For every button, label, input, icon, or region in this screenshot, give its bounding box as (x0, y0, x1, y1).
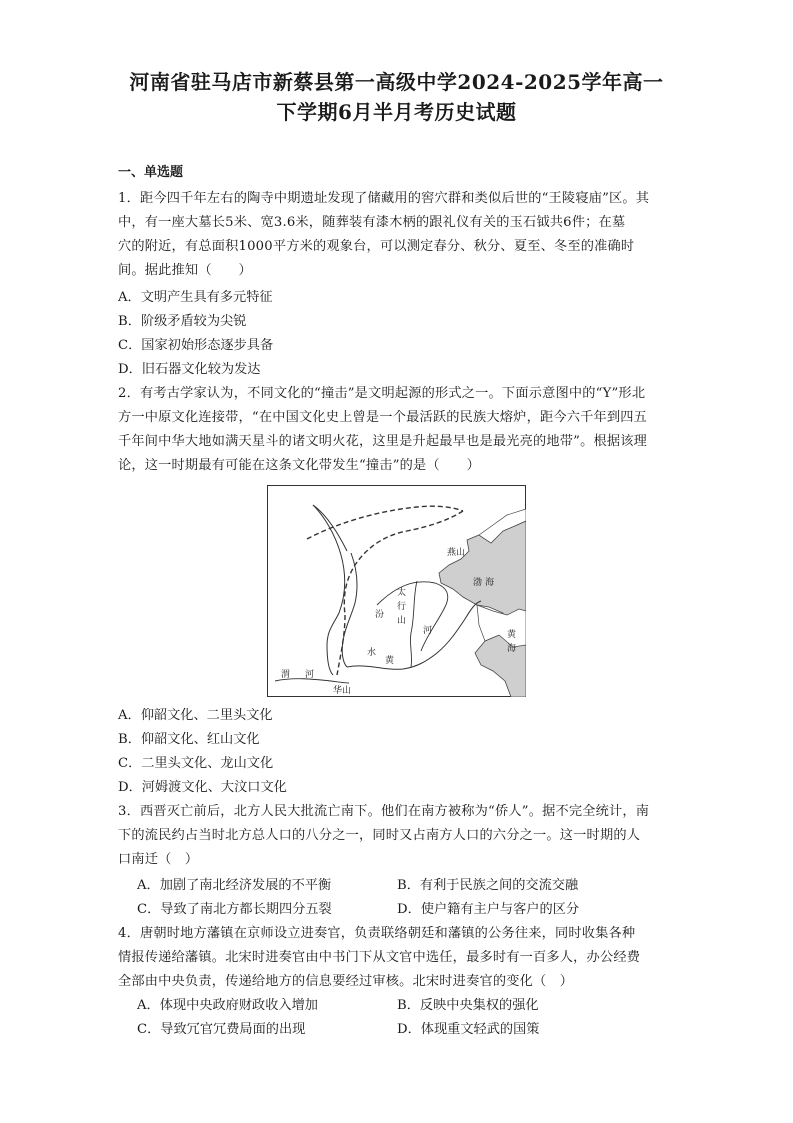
stem-line: 穴的附近，有总面积1000平方米的观象台，可以测定春分、秋分、夏至、冬至的准确时 (118, 239, 635, 254)
question-3-stem (118, 800, 674, 872)
label-river-2: 黄 (385, 656, 395, 666)
stem-line: 2．有考古学家认为，不同文化的“撞击”是文明起源的形式之一。下面示意图中的“Y”形北 (118, 386, 646, 401)
q4-option-b: B．反映中央集权的强化 (397, 998, 539, 1013)
stem-line: 论，这一时期最有可能在这条文化带发生“撞击”的是（ ） (118, 458, 480, 473)
label-wei: 渭 (281, 670, 291, 680)
label-huashan: 华山 (333, 686, 352, 696)
q1-option-d: D．旧石器文化较为发达 (118, 362, 261, 377)
label-huanghai-2: 海 (507, 644, 517, 654)
q2-option-b: B．仰韶文化、红山文化 (118, 732, 260, 747)
q4-option-c: C．导致冗官冗费局面的出现 (137, 1022, 306, 1037)
q3-option-d: D．使户籍有主户与客户的区分 (397, 902, 580, 917)
stem-line: 3．西晋灭亡前后，北方人民大批流亡南下。他们在南方被称为“侨人”。据不完全统计，南 (118, 804, 650, 819)
stem-line: 4．唐朝时地方藩镇在京师设立进奏官，负责联络朝廷和藩镇的公务往来，同时收集各种 (118, 926, 636, 941)
label-bohai-1: 渤 (473, 578, 483, 588)
stem-line: 方一中原文化连接带，“在中国文化史上曾是一个最活跃的民族大熔炉，距今六千年到四五 (118, 410, 648, 425)
q1-option-b: B．阶级矛盾较为尖锐 (118, 314, 247, 329)
q3-option-b: B．有利于民族之间的交流交融 (397, 878, 579, 893)
culture-belt-map (267, 485, 526, 697)
label-yanshan: 燕山 (447, 548, 466, 558)
q2-option-a: A．仰韶文化、二里头文化 (118, 708, 273, 723)
q1-option-a: A．文明产生具有多元特征 (118, 290, 273, 305)
question-1-stem (118, 187, 674, 283)
label-he-2: 河 (305, 670, 315, 680)
label-river-1: 水 (367, 648, 377, 658)
label-bohai-2: 海 (485, 578, 495, 588)
label-taihang-1: 太 (397, 588, 407, 598)
stem-line: 1．距今四千年左右的陶寺中期遗址发现了储藏用的窖穴群和类似后世的“王陵寝庙”区。其 (118, 191, 650, 206)
q2-option-d: D．河姆渡文化、大汶口文化 (118, 780, 287, 795)
section-heading: 一、单选题 (118, 165, 184, 180)
label-huanghai-1: 黄 (507, 630, 517, 640)
q3-option-c: C．导致了南北方都长期四分五裂 (137, 902, 332, 917)
label-he-1: 河 (423, 626, 433, 636)
label-taihang-2: 行 (397, 602, 407, 612)
q1-option-c: C．国家初始形态逐步具备 (118, 338, 274, 353)
label-fen: 汾 (375, 610, 385, 620)
stem-line: 千年间中华大地如满天星斗的诸文明火花，这里是升起最早也是最光亮的地带”。根据该理 (118, 434, 648, 449)
q2-option-c: C．二里头文化、龙山文化 (118, 756, 274, 771)
stem-line: 口南迁（ ） (118, 852, 199, 867)
q4-option-a: A．体现中央政府财政收入增加 (137, 998, 318, 1013)
question-2-stem (118, 382, 674, 478)
stem-line: 下的流民约占当时北方总人口的八分之一，同时又占南方人口的六分之一。这一时期的人 (118, 828, 641, 843)
title-line-2: 下学期6月半月考历史试题 (276, 100, 517, 124)
title-line-1: 河南省驻马店市新蔡县第一高级中学2024-2025学年高一 (129, 70, 664, 94)
stem-line: 情报传递给藩镇。北宋时进奏官由中书门下从文官中选任，最多时有一百多人，办公经费 (118, 950, 641, 965)
label-taihang-3: 山 (397, 616, 407, 626)
stem-line: 间。据此推知（ ） (118, 263, 252, 278)
stem-line: 中，有一座大墓长5米、宽3.6米，随葬装有漆木柄的跟礼仪有关的玉石钺共6件；在墓 (118, 215, 626, 230)
q4-option-d: D．体现重文轻武的国策 (397, 1022, 540, 1037)
question-4-stem (118, 922, 674, 994)
q3-option-a: A．加剧了南北经济发展的不平衡 (137, 878, 332, 893)
stem-line: 全部由中央负责，传递给地方的信息要经过审核。北宋时进奏官的变化（ ） (118, 974, 574, 989)
